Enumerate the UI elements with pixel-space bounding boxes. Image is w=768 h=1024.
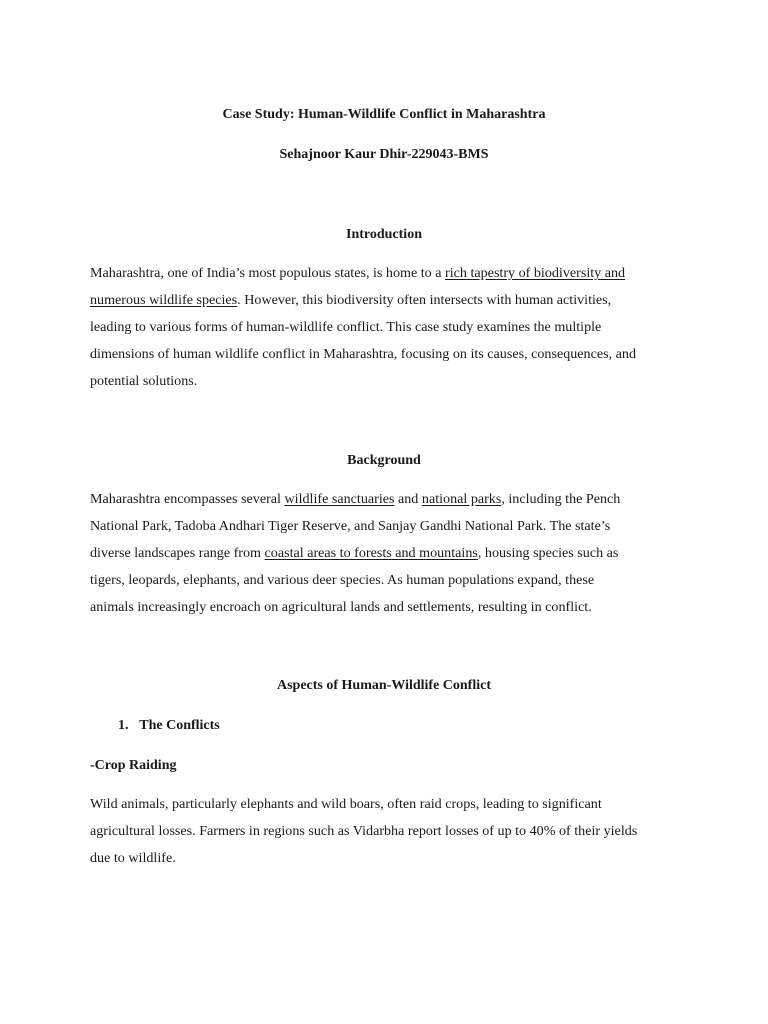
- author-line: Sehajnoor Kaur Dhir-229043-BMS: [279, 147, 489, 162]
- crop-raiding-paragraph: [90, 791, 686, 872]
- crop-raiding-heading: -Crop Raiding: [90, 758, 177, 773]
- intro-line-4: dimensions of human wildlife conflict in Maharashtra, focusing on its causes, consequences, and: [90, 346, 636, 362]
- background-line-3: diverse landscapes range from coastal areas to forests and mountains, housing species such as: [90, 545, 619, 561]
- background-line-5: animals increasingly encroach on agricultural lands and settlements, resulting in conflict.: [90, 599, 592, 615]
- document-title: Case Study: Human-Wildlife Conflict in Maharashtra: [222, 107, 546, 122]
- background-heading: Background: [347, 453, 421, 468]
- list-item-conflicts: [118, 717, 220, 735]
- background-link-landscapes[interactable]: coastal areas to forests and mountains: [264, 545, 478, 561]
- intro-line-2: numerous wildlife species. However, this biodiversity often intersects with human activities,: [90, 292, 612, 308]
- introduction-paragraph: [90, 260, 686, 395]
- list-label: The Conflicts: [139, 718, 220, 733]
- crop-line-1: Wild animals, particularly elephants and wild boars, often raid crops, leading to significant: [90, 796, 602, 812]
- introduction-heading: Introduction: [346, 227, 422, 242]
- crop-line-3: due to wildlife.: [90, 850, 176, 866]
- intro-line-3: leading to various forms of human-wildlife conflict. This case study examines the multiple: [90, 319, 602, 335]
- aspects-heading: Aspects of Human-Wildlife Conflict: [276, 678, 491, 693]
- background-line-4: tigers, leopards, elephants, and various deer species. As human populations expand, these: [90, 572, 595, 588]
- intro-link-biodiversity[interactable]: rich tapestry of biodiversity and: [445, 265, 626, 281]
- list-number: 1.: [118, 718, 129, 733]
- intro-line-1: Maharashtra, one of India’s most populous states, is home to a rich tapestry of biodiversity and: [90, 265, 626, 281]
- intro-line-5: potential solutions.: [90, 373, 198, 389]
- background-paragraph: [90, 486, 686, 621]
- background-line-2: National Park, Tadoba Andhari Tiger Reserve, and Sanjay Gandhi National Park. The state’s: [90, 518, 611, 534]
- crop-line-2: agricultural losses. Farmers in regions such as Vidarbha report losses of up to 40% of their yields: [90, 823, 638, 839]
- intro-link-species[interactable]: numerous wildlife species: [90, 292, 238, 308]
- background-link-parks[interactable]: national parks: [421, 491, 502, 507]
- background-line-1: Maharashtra encompasses several wildlife sanctuaries and national parks, including the Pench: [90, 491, 621, 507]
- background-link-sanctuaries[interactable]: wildlife sanctuaries: [284, 491, 395, 507]
